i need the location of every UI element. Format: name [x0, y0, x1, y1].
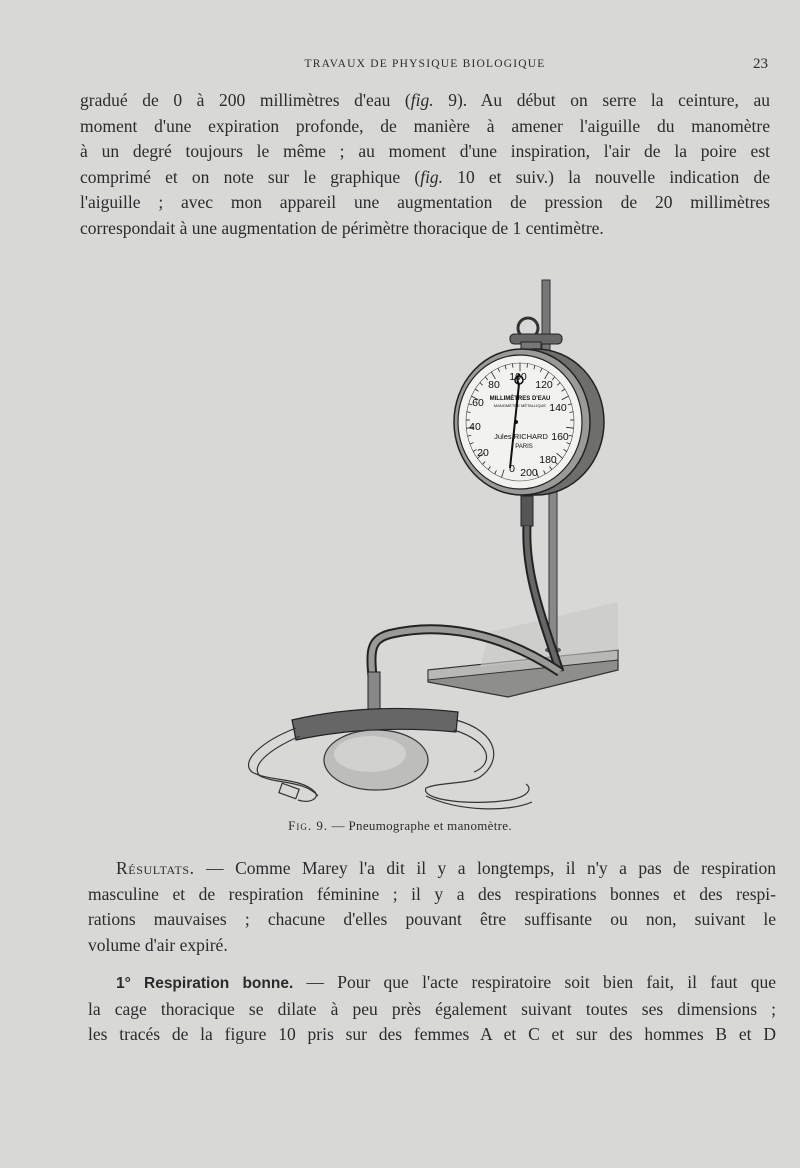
scale-label-140: 140 [549, 402, 567, 414]
section-lead: Résultats. [116, 858, 195, 878]
manometer-dial [454, 349, 604, 495]
scale-label-40: 40 [469, 421, 481, 433]
figure-caption [0, 818, 800, 834]
text-line [80, 165, 770, 191]
paragraph-results [88, 856, 776, 958]
text-run-italic: fig. [410, 90, 434, 110]
text-run: gradué de 0 à 200 millimètres d'eau ( [80, 90, 411, 110]
scale-label-180: 180 [539, 454, 557, 466]
text-line: à un degré toujours le même ; au moment d'une inspiration, l'air de la poire est [80, 141, 770, 161]
page-number: 23 [753, 56, 768, 72]
text-run: — Pour que l'acte respiratoire soit bien fait, il faut que [293, 972, 776, 992]
text-run: — Comme Marey l'a dit il y a longtemps, il n'y a pas de respiration [194, 858, 776, 878]
pneumograph-illustration [240, 272, 630, 817]
text-line: masculine et de respiration féminine ; il y a des respirations bonnes et des respi- [88, 883, 776, 904]
running-title: TRAVAUX DE PHYSIQUE BIOLOGIQUE [304, 58, 546, 70]
text-line [88, 970, 776, 997]
caption-text: — Pneumographe et manomètre. [328, 818, 512, 833]
scale-label-20: 20 [477, 447, 489, 459]
section-lead: 1° Respiration bonne. [116, 975, 294, 992]
text-run: comprimé et on note sur le graphique ( [80, 166, 421, 187]
text-line: volume d'air expiré. [88, 934, 228, 955]
text-line: rations mauvaises ; chacune d'elles pouvant être suffisante ou non, suivant le [88, 909, 776, 929]
dial-tick [512, 364, 513, 368]
dial-city: PARIS [515, 444, 533, 450]
text-line [88, 856, 776, 882]
dial-maker: Jules RICHARD [494, 432, 548, 441]
text-line: moment d'une expiration profonde, de manière à amener l'aiguille du manomètre [80, 115, 770, 136]
scale-label-160: 160 [551, 431, 569, 443]
text-run: 10 et suiv.) la nouvelle indication de [443, 166, 770, 187]
dial-bracket [510, 318, 562, 352]
scale-label-100: 100 [509, 371, 527, 383]
caption-label: Fig. 9. [288, 818, 329, 833]
text-line: correspondait à une augmentation de périmètre thoracique de 1 centimètre. [80, 217, 604, 238]
figure-pneumograph [240, 272, 630, 817]
text-line: l'aiguille ; avec mon appareil une augmentation de pression de 20 millimètres [80, 192, 770, 212]
belt-pad [292, 708, 458, 790]
scale-label-0: 0 [509, 463, 515, 475]
dial-unit-label: MILLIMÈTRES D'EAU [489, 396, 551, 402]
scale-label-60: 60 [472, 397, 484, 409]
text-run: 9). Au début on serre la ceinture, au [433, 90, 770, 110]
text-line: la cage thoracique se dilate à peu près également suivant toutes ses dimensions ; [88, 998, 776, 1019]
paragraph-good-respiration [88, 970, 776, 1048]
dial-tick [527, 364, 528, 368]
text-line: les tracés de la figure 10 pris sur des femmes A et C et sur des hommes B et D [88, 1024, 776, 1044]
scale-label-120: 120 [535, 379, 553, 391]
scale-label-200: 200 [520, 467, 538, 479]
scale-label-80: 80 [488, 379, 500, 391]
paragraph-intro [80, 88, 770, 241]
text-line [80, 88, 770, 114]
dial-type-label: MANOMÈTRE MÉTALLIQUE [493, 403, 547, 408]
text-run-italic: fig. [420, 166, 444, 187]
running-header [80, 58, 770, 78]
dial-connector [521, 496, 533, 526]
